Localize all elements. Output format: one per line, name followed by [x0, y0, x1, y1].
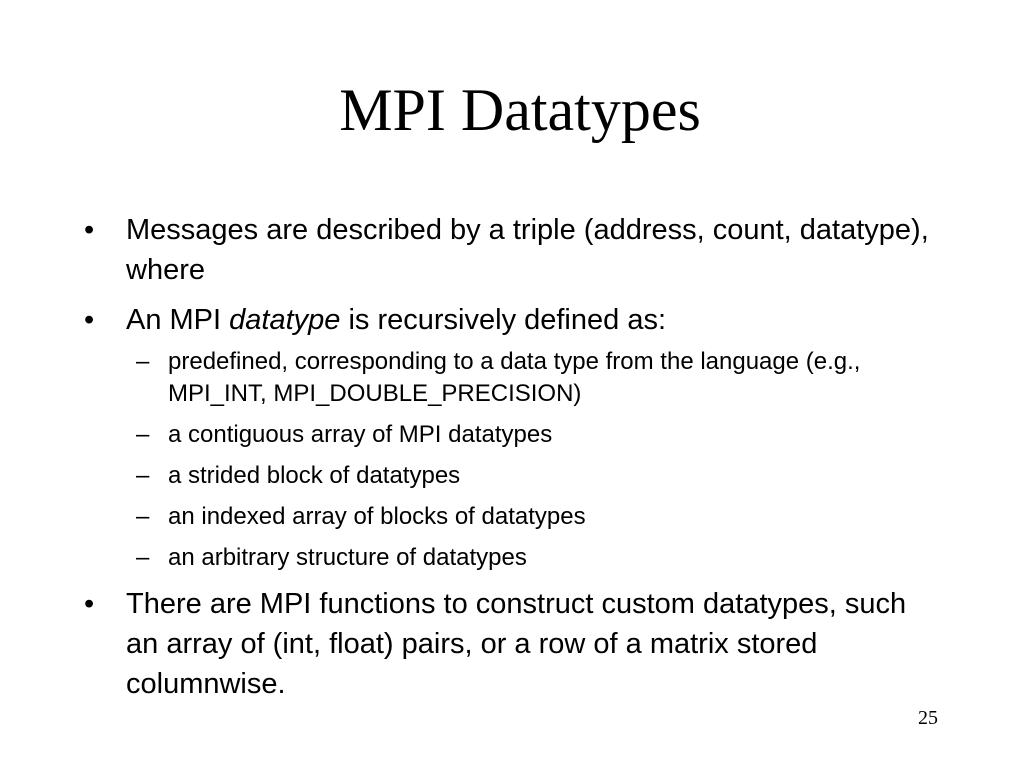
sub-bullet-list [126, 346, 944, 574]
sub-bullet-marker: – [136, 544, 150, 571]
bullet-list [84, 210, 944, 714]
bullet-marker: • [84, 214, 95, 246]
bullet-marker: • [84, 588, 95, 620]
slide-title: MPI Datatypes [339, 77, 701, 143]
sub-bullet-text: an indexed array of blocks of datatypes [168, 503, 586, 530]
sub-bullet-marker: – [136, 503, 150, 530]
bullet-text: There are MPI functions to construct custom datatypes, such an array of (int, float) pairs, or a row of a matrix stored columnwise. [126, 588, 907, 700]
sub-bullet-text: an arbitrary structure of datatypes [168, 544, 527, 571]
sub-bullet-text: predefined, corresponding to a data type from the language (e.g., MPI_INT, MPI_DOUBLE_PRECISION) [168, 348, 861, 407]
sub-bullet-item [122, 419, 944, 451]
sub-bullet-item [122, 542, 944, 574]
sub-bullet-item [122, 460, 944, 492]
bullet-text-before: An MPI [126, 304, 230, 336]
bullet-text: Messages are described by a triple (address, count, datatype), where [126, 214, 929, 286]
sub-bullet-marker: – [136, 462, 150, 489]
sub-bullet-item [122, 346, 944, 410]
bullet-marker: • [84, 304, 95, 336]
bullet-item-triple [84, 210, 944, 290]
bullet-item-datatype-definition [84, 300, 944, 574]
bullet-text-italic: datatype [229, 304, 341, 336]
sub-bullet-item [122, 501, 944, 533]
bullet-text-after: is recursively defined as: [340, 304, 667, 336]
sub-bullet-marker: – [136, 421, 150, 448]
bullet-item-custom-functions [84, 584, 944, 704]
sub-bullet-text: a contiguous array of MPI datatypes [168, 421, 553, 448]
sub-bullet-text: a strided block of datatypes [168, 462, 461, 489]
sub-bullet-marker: – [136, 348, 150, 375]
page-number: 25 [918, 707, 938, 729]
